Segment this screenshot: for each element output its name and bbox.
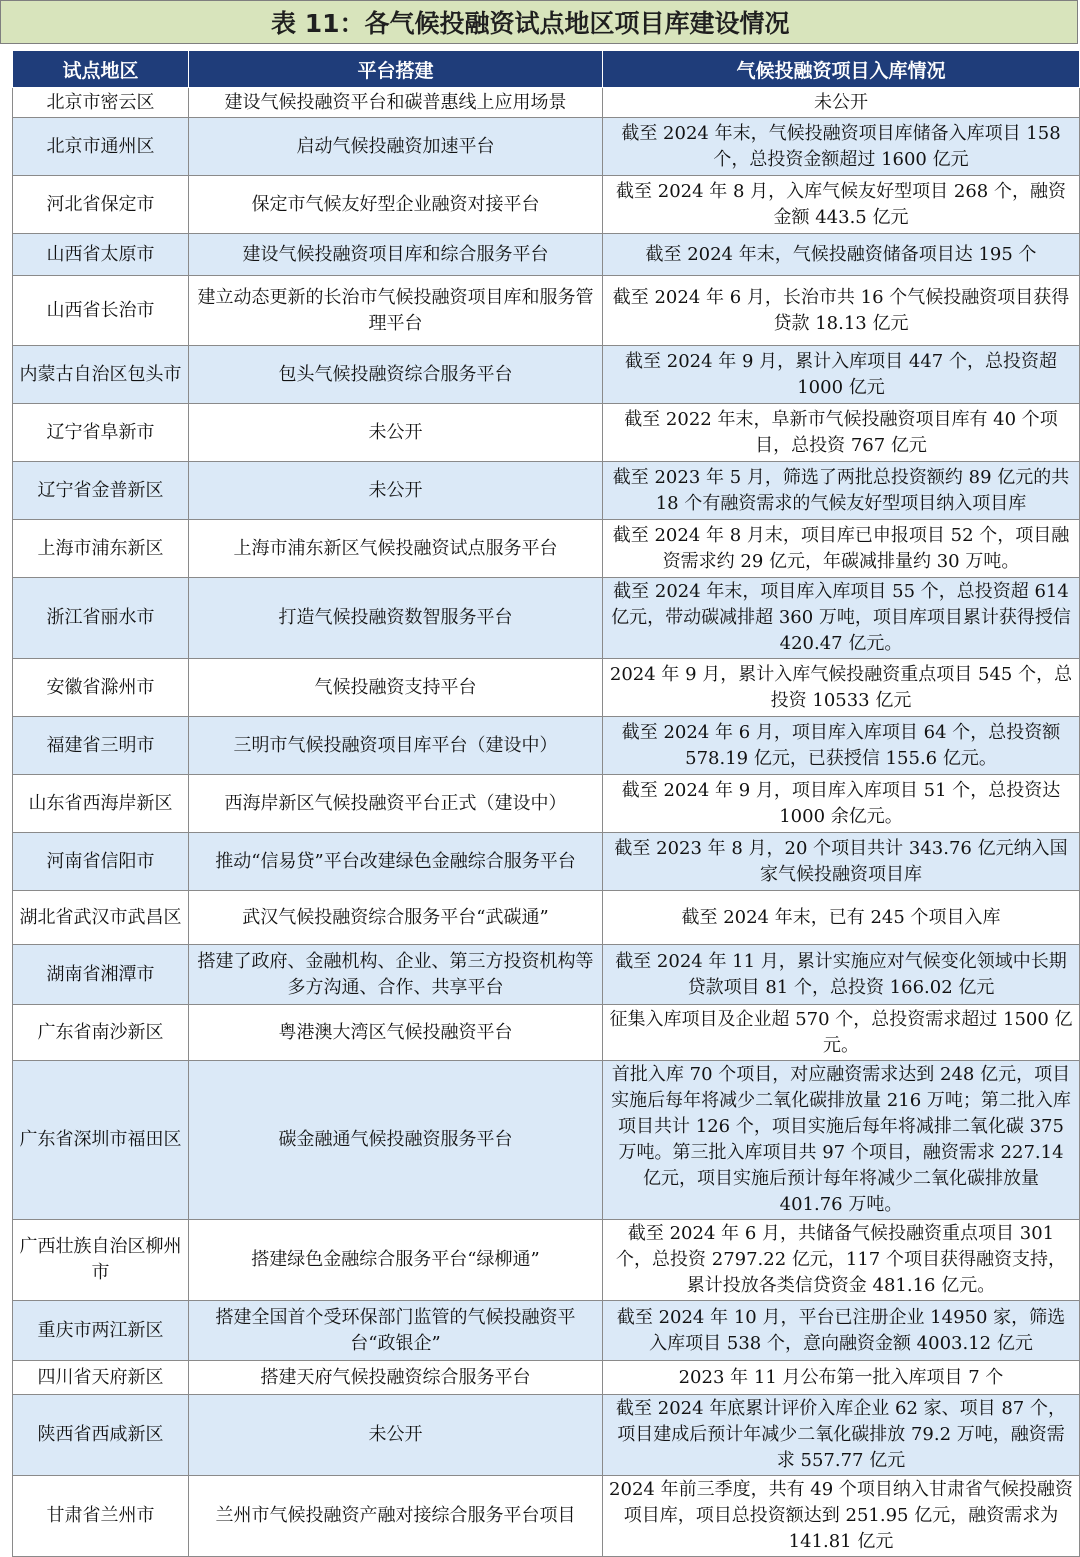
header-region: 试点地区 bbox=[13, 51, 189, 88]
cell-region: 辽宁省金普新区 bbox=[13, 462, 189, 520]
cell-status: 截至 2024 年 6 月，共储备气候投融资重点项目 301 个，总投资 2797.22 亿元，117 个项目获得融资支持，累计投放各类信贷资金 481.16 亿元。 bbox=[603, 1220, 1080, 1301]
table-row bbox=[13, 346, 1080, 404]
cell-region: 广东省南沙新区 bbox=[13, 1005, 189, 1061]
cell-platform: 气候投融资支持平台 bbox=[189, 659, 603, 717]
cell-status: 截至 2024 年 10 月，平台已注册企业 14950 家，筛选入库项目 538 个，意向融资金额 4003.12 亿元 bbox=[603, 1301, 1080, 1361]
table-header-row bbox=[13, 51, 1080, 88]
table-row bbox=[13, 1220, 1080, 1301]
cell-region: 浙江省丽水市 bbox=[13, 578, 189, 659]
cell-region: 河南省信阳市 bbox=[13, 833, 189, 891]
cell-status: 截至 2024 年末，项目库入库项目 55 个，总投资超 614 亿元，带动碳减排超 360 万吨，项目库项目累计获得授信 420.47 亿元。 bbox=[603, 578, 1080, 659]
table-body bbox=[13, 88, 1080, 1557]
table-row bbox=[13, 1395, 1080, 1476]
header-platform: 平台搭建 bbox=[189, 51, 603, 88]
cell-status: 截至 2023 年 8 月，20 个项目共计 343.76 亿元纳入国家气候投融资项目库 bbox=[603, 833, 1080, 891]
cell-platform: 搭建绿色金融综合服务平台“绿柳通” bbox=[189, 1220, 603, 1301]
cell-status: 征集入库项目及企业超 570 个，总投资需求超过 1500 亿元。 bbox=[603, 1005, 1080, 1061]
cell-status: 截至 2024 年 6 月，项目库入库项目 64 个，总投资额 578.19 亿元，已获授信 155.6 亿元。 bbox=[603, 717, 1080, 775]
table-row bbox=[13, 520, 1080, 578]
cell-platform: 建设气候投融资平台和碳普惠线上应用场景 bbox=[189, 88, 603, 118]
table-row bbox=[13, 717, 1080, 775]
cell-platform: 包头气候投融资综合服务平台 bbox=[189, 346, 603, 404]
cell-region: 广西壮族自治区柳州市 bbox=[13, 1220, 189, 1301]
cell-region: 甘肃省兰州市 bbox=[13, 1476, 189, 1557]
table-row bbox=[13, 276, 1080, 346]
cell-platform: 兰州市气候投融资产融对接综合服务平台项目 bbox=[189, 1476, 603, 1557]
table-row bbox=[13, 176, 1080, 234]
cell-platform: 搭建天府气候投融资综合服务平台 bbox=[189, 1361, 603, 1395]
cell-region: 广东省深圳市福田区 bbox=[13, 1061, 189, 1220]
cell-platform: 三明市气候投融资项目库平台（建设中） bbox=[189, 717, 603, 775]
cell-status: 2023 年 11 月公布第一批入库项目 7 个 bbox=[603, 1361, 1080, 1395]
table-container bbox=[12, 50, 1080, 1557]
cell-region: 四川省天府新区 bbox=[13, 1361, 189, 1395]
cell-status: 截至 2024 年 6 月，长治市共 16 个气候投融资项目获得贷款 18.13 亿元 bbox=[603, 276, 1080, 346]
cell-platform: 武汉气候投融资综合服务平台“武碳通” bbox=[189, 891, 603, 945]
cell-platform: 保定市气候友好型企业融资对接平台 bbox=[189, 176, 603, 234]
cell-region: 河北省保定市 bbox=[13, 176, 189, 234]
cell-region: 湖北省武汉市武昌区 bbox=[13, 891, 189, 945]
cell-status: 截至 2024 年 11 月，累计实施应对气候变化领域中长期贷款项目 81 个，总投资 166.02 亿元 bbox=[603, 945, 1080, 1005]
cell-platform: 未公开 bbox=[189, 404, 603, 462]
cell-platform: 推动“信易贷”平台改建绿色金融综合服务平台 bbox=[189, 833, 603, 891]
cell-platform: 搭建全国首个受环保部门监管的气候投融资平台“政银企” bbox=[189, 1301, 603, 1361]
cell-region: 湖南省湘潭市 bbox=[13, 945, 189, 1005]
cell-platform: 未公开 bbox=[189, 462, 603, 520]
cell-platform: 西海岸新区气候投融资平台正式（建设中） bbox=[189, 775, 603, 833]
table-row bbox=[13, 1301, 1080, 1361]
cell-platform: 建立动态更新的长治市气候投融资项目库和服务管理平台 bbox=[189, 276, 603, 346]
table-row bbox=[13, 1476, 1080, 1557]
cell-status: 2024 年 9 月，累计入库气候投融资重点项目 545 个，总投资 10533 亿元 bbox=[603, 659, 1080, 717]
table-row bbox=[13, 833, 1080, 891]
table-row bbox=[13, 118, 1080, 176]
table-row bbox=[13, 1005, 1080, 1061]
cell-status: 截至 2024 年末，已有 245 个项目入库 bbox=[603, 891, 1080, 945]
cell-region: 北京市密云区 bbox=[13, 88, 189, 118]
table-title-text: 表 11：各气候投融资试点地区项目库建设情况 bbox=[271, 9, 790, 38]
table-title bbox=[0, 0, 1078, 44]
cell-status: 2024 年前三季度，共有 49 个项目纳入甘肃省气候投融资项目库，项目总投资额达到 251.95 亿元，融资需求为 141.81 亿元 bbox=[603, 1476, 1080, 1557]
cell-region: 安徽省滁州市 bbox=[13, 659, 189, 717]
cell-status: 未公开 bbox=[603, 88, 1080, 118]
cell-platform: 碳金融通气候投融资服务平台 bbox=[189, 1061, 603, 1220]
cell-status: 截至 2024 年 9 月，累计入库项目 447 个，总投资超 1000 亿元 bbox=[603, 346, 1080, 404]
cell-platform: 搭建了政府、金融机构、企业、第三方投资机构等多方沟通、合作、共享平台 bbox=[189, 945, 603, 1005]
table-row bbox=[13, 1361, 1080, 1395]
cell-platform: 粤港澳大湾区气候投融资平台 bbox=[189, 1005, 603, 1061]
cell-region: 重庆市两江新区 bbox=[13, 1301, 189, 1361]
cell-status: 截至 2024 年末，气候投融资项目库储备入库项目 158 个，总投资金额超过 1600 亿元 bbox=[603, 118, 1080, 176]
table-row bbox=[13, 945, 1080, 1005]
cell-region: 山西省太原市 bbox=[13, 234, 189, 276]
cell-status: 首批入库 70 个项目，对应融资需求达到 248 亿元，项目实施后每年将减少二氧化碳排放量 216 万吨；第二批入库项目共计 126 个，项目实施后每年将减排二氧化碳 375 万吨。第三批入库项目共 97 个项目，融资需求 227.14 亿元，项目实施后预计每年将减少二氧化碳排放量 401.76 万吨。 bbox=[603, 1061, 1080, 1220]
cell-status: 截至 2024 年底累计评价入库企业 62 家、项目 87 个，项目建成后预计年减少二氧化碳排放 79.2 万吨，融资需求 557.77 亿元 bbox=[603, 1395, 1080, 1476]
header-status: 气候投融资项目入库情况 bbox=[603, 51, 1080, 88]
cell-region: 上海市浦东新区 bbox=[13, 520, 189, 578]
cell-status: 截至 2024 年 8 月末，项目库已申报项目 52 个，项目融资需求约 29 亿元，年碳减排量约 30 万吨。 bbox=[603, 520, 1080, 578]
cell-status: 截至 2024 年 9 月，项目库入库项目 51 个，总投资达 1000 余亿元。 bbox=[603, 775, 1080, 833]
table-row bbox=[13, 578, 1080, 659]
cell-platform: 未公开 bbox=[189, 1395, 603, 1476]
table-row bbox=[13, 659, 1080, 717]
cell-platform: 启动气候投融资加速平台 bbox=[189, 118, 603, 176]
table-row bbox=[13, 234, 1080, 276]
table-row bbox=[13, 891, 1080, 945]
cell-platform: 打造气候投融资数智服务平台 bbox=[189, 578, 603, 659]
table-row bbox=[13, 1061, 1080, 1220]
cell-region: 福建省三明市 bbox=[13, 717, 189, 775]
cell-region: 山东省西海岸新区 bbox=[13, 775, 189, 833]
cell-region: 辽宁省阜新市 bbox=[13, 404, 189, 462]
table-row bbox=[13, 404, 1080, 462]
table-row bbox=[13, 462, 1080, 520]
cell-region: 内蒙古自治区包头市 bbox=[13, 346, 189, 404]
cell-region: 陕西省西咸新区 bbox=[13, 1395, 189, 1476]
pilot-region-table bbox=[12, 50, 1080, 1557]
cell-platform: 建设气候投融资项目库和综合服务平台 bbox=[189, 234, 603, 276]
cell-status: 截至 2024 年 8 月，入库气候友好型项目 268 个，融资金额 443.5 亿元 bbox=[603, 176, 1080, 234]
cell-status: 截至 2023 年 5 月，筛选了两批总投资额约 89 亿元的共 18 个有融资需求的气候友好型项目纳入项目库 bbox=[603, 462, 1080, 520]
cell-platform: 上海市浦东新区气候投融资试点服务平台 bbox=[189, 520, 603, 578]
cell-status: 截至 2022 年末，阜新市气候投融资项目库有 40 个项目，总投资 767 亿元 bbox=[603, 404, 1080, 462]
cell-region: 山西省长治市 bbox=[13, 276, 189, 346]
table-row bbox=[13, 775, 1080, 833]
cell-status: 截至 2024 年末，气候投融资储备项目达 195 个 bbox=[603, 234, 1080, 276]
table-row bbox=[13, 88, 1080, 118]
cell-region: 北京市通州区 bbox=[13, 118, 189, 176]
